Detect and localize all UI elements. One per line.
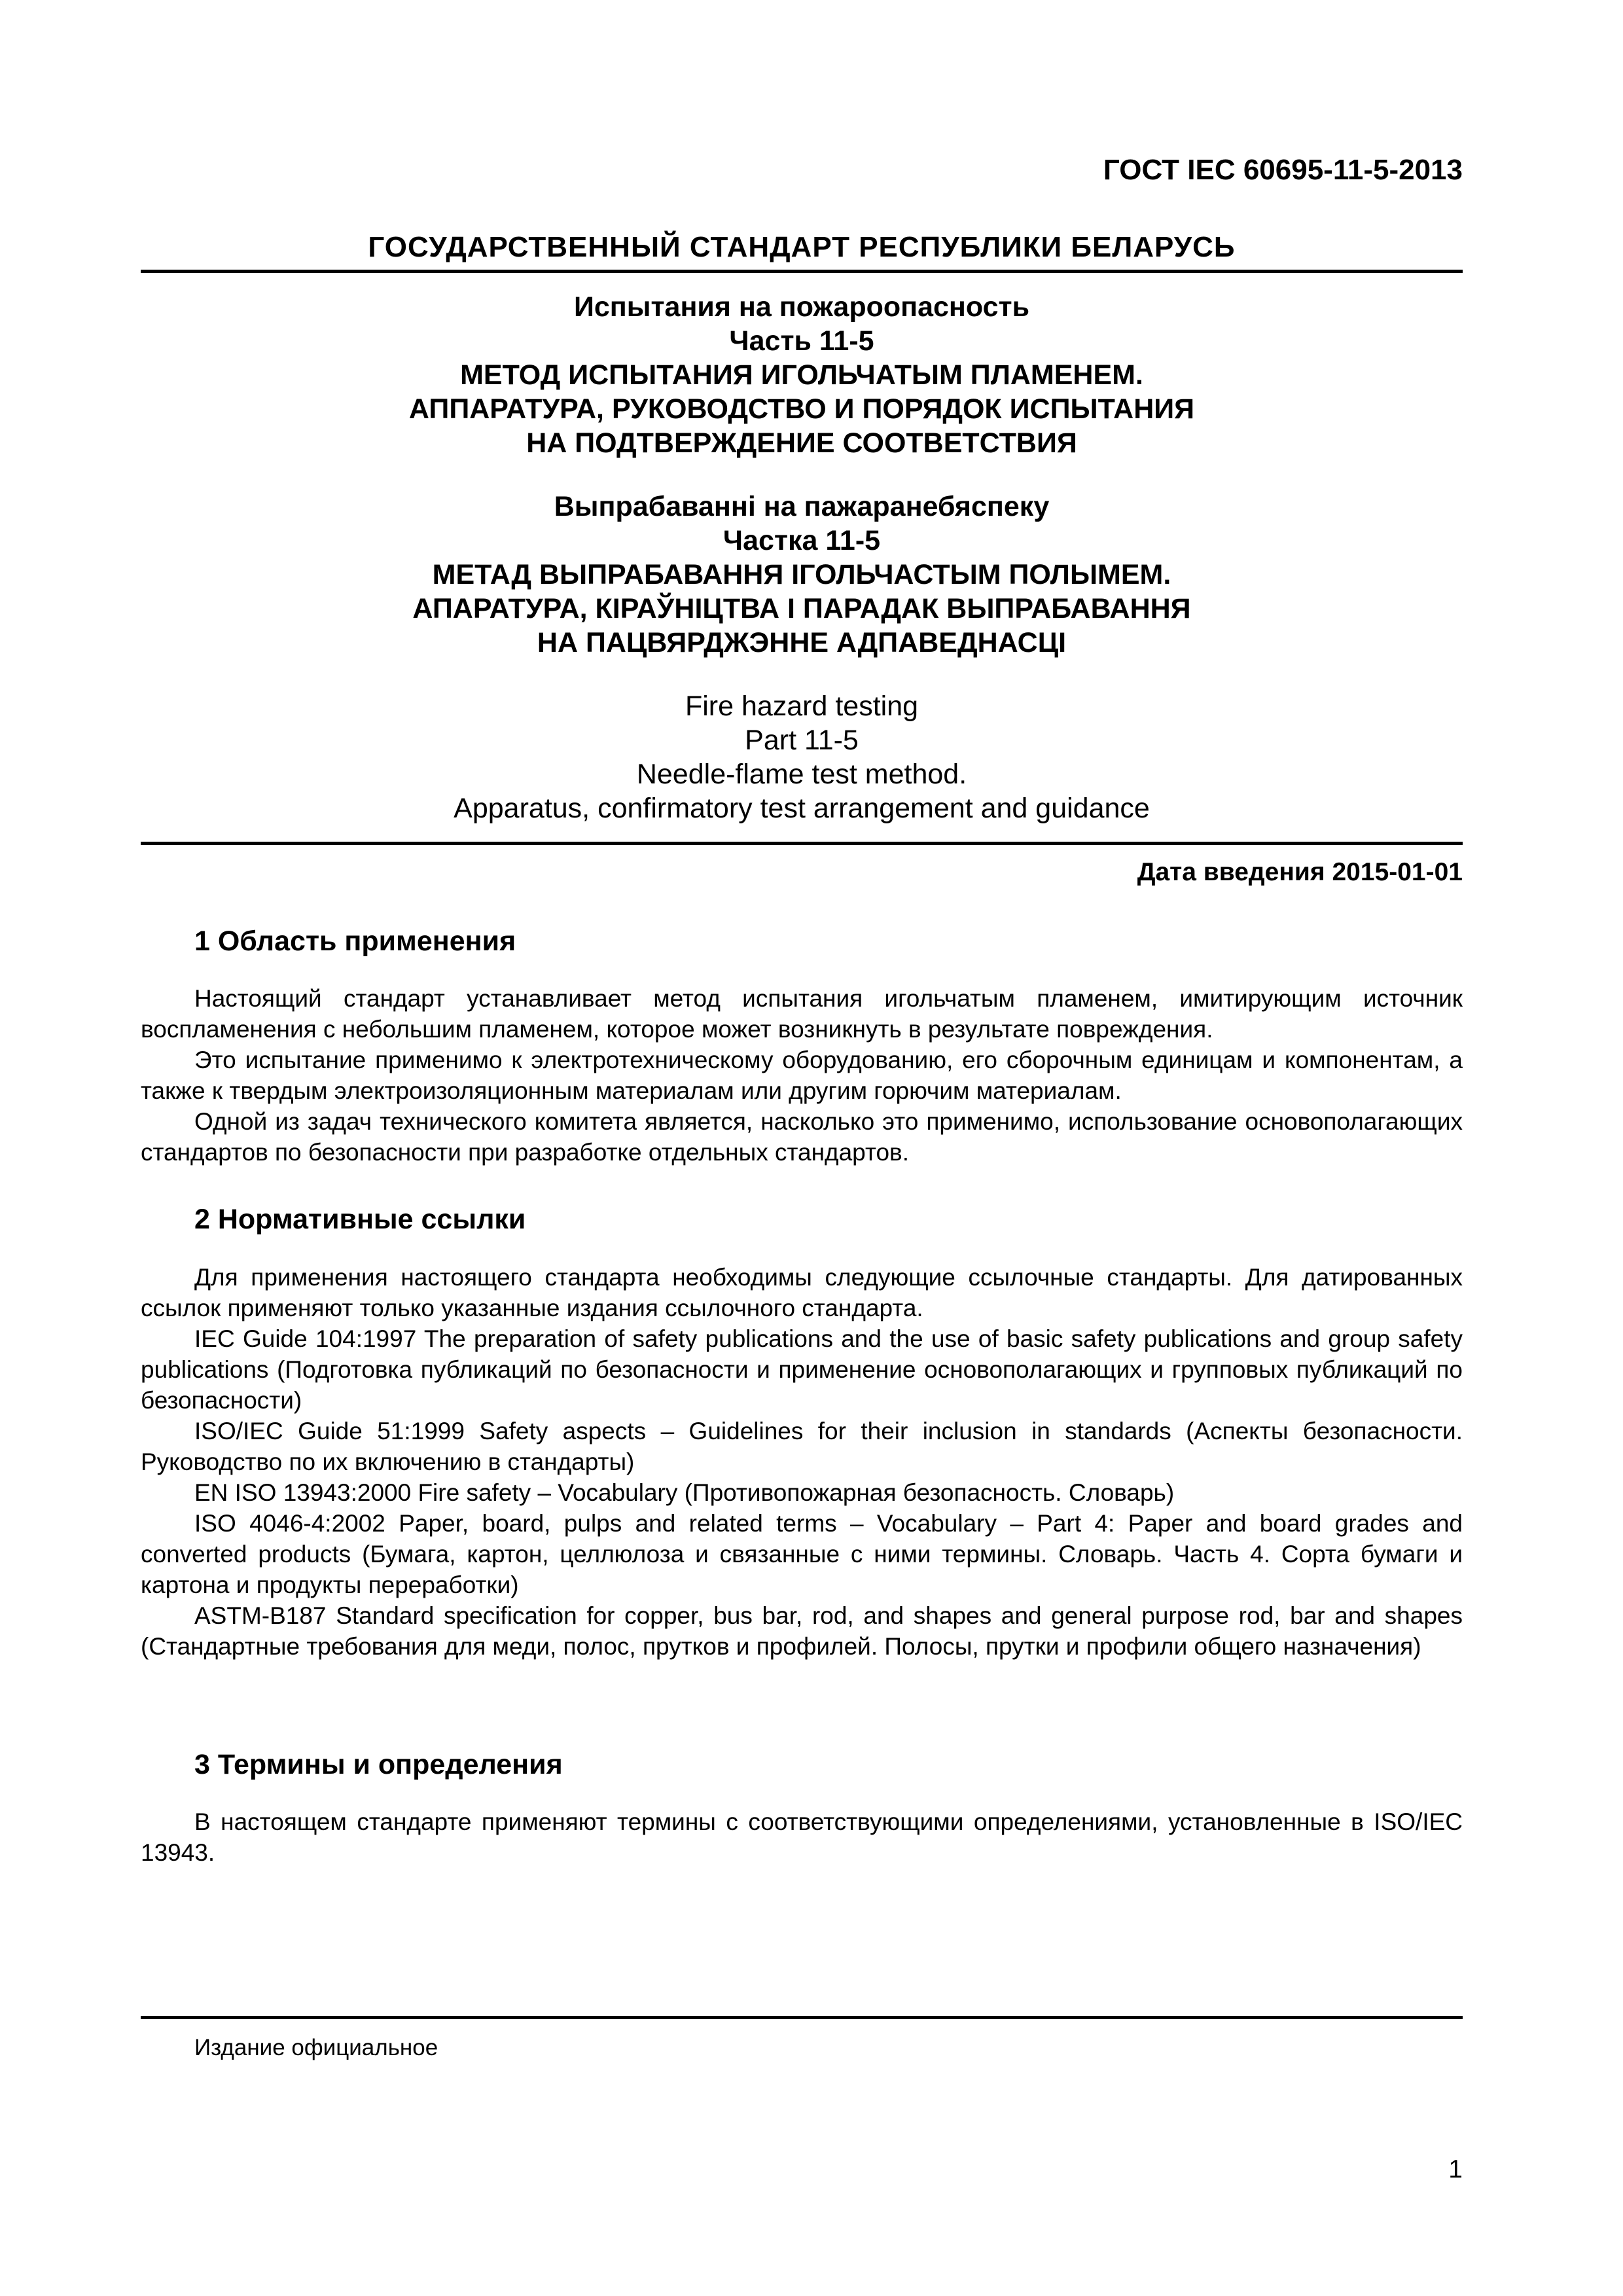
paragraph: В настоящем стандарте применяют термины с соответствующими определениями, установленные в ISO/IEC 13943. xyxy=(141,1808,1463,1866)
title-en-line: Part 11-5 xyxy=(745,725,859,756)
title-ru-line: Испытания на пожароопасность xyxy=(573,291,1030,323)
title-be-line: НА ПАЦВЯРДЖЭННЕ АДПАВЕДНАСЦІ xyxy=(537,627,1067,658)
paragraph: ISO 4046-4:2002 Paper, board, pulps and related terms – Vocabulary – Part 4: Paper and board grades and converted products (Бумага, картон, целлюлоза и связанные с ними термины. Словарь. Часть 4. Сорта бумаги и картона и продукты переработки) xyxy=(141,1510,1463,1598)
title-ru-line: НА ПОДТВЕРЖДЕНИЕ СООТВЕТСТВИЯ xyxy=(526,427,1077,459)
paragraph: ASTM-B187 Standard specification for copper, bus bar, rod, and shapes and general purpose rod, bar and shapes (Стандартные требования для меди, полос, прутков и профилей. Полосы, прутки и профили общего назначения) xyxy=(141,1602,1463,1660)
footer-rule xyxy=(141,2016,1463,2019)
title-be-line: АПАРАТУРА, КІРАЎНІЦТВА І ПАРАДАК ВЫПРАБАВАННЯ xyxy=(412,593,1191,624)
section-heading: 1 Область применения xyxy=(194,925,516,957)
standard-number: ГОСТ IEC 60695-11-5-2013 xyxy=(1103,154,1463,186)
title-en-line: Needle-flame test method. xyxy=(636,759,967,790)
title-ru-line: МЕТОД ИСПЫТАНИЯ ИГОЛЬЧАТЫМ ПЛАМЕНЕМ. xyxy=(460,359,1143,391)
paragraph: Одной из задач технического комитета является, насколько это применимо, использование основополагающих стандартов по безопасности при разработке отдельных стандартов. xyxy=(141,1108,1463,1166)
section-body xyxy=(141,983,1463,1168)
section-heading: 2 Нормативные ссылки xyxy=(194,1204,526,1235)
section-body xyxy=(141,1262,1463,1662)
paragraph: Настоящий стандарт устанавливает метод испытания игольчатым пламенем, имитирующим источник воспламенения с небольшим пламенем, которое может возникнуть в результате повреждения. xyxy=(141,985,1463,1043)
paragraph: IEC Guide 104:1997 The preparation of safety publications and the use of basic safety publications and group safety publications (Подготовка публикаций по безопасности и применение основополагающих и групповых публикаций по безопасности) xyxy=(141,1325,1463,1414)
top-rule xyxy=(141,270,1463,273)
paragraph: ISO/IEC Guide 51:1999 Safety aspects – Guidelines for their inclusion in standards (Аспекты безопасности. Руководство по их включению в стандарты) xyxy=(141,1418,1463,1475)
title-be-line: МЕТАД ВЫПРАБАВАННЯ ІГОЛЬЧАСТЫМ ПОЛЫМЕМ. xyxy=(432,559,1171,590)
title-be-line: Выпрабаванні на пажаранебяспеку xyxy=(554,491,1050,522)
title-belarusian xyxy=(141,490,1463,660)
paragraph: Для применения настоящего стандарта необходимы следующие ссылочные стандарты. Для датированных ссылок применяют только указанные издания ссылочного стандарта. xyxy=(141,1264,1463,1321)
title-english xyxy=(141,689,1463,825)
official-edition-note: Издание официальное xyxy=(194,2035,438,2060)
title-ru-line: Часть 11-5 xyxy=(729,325,874,357)
title-russian xyxy=(141,290,1463,460)
section-heading: 3 Термины и определения xyxy=(194,1749,563,1780)
section-body xyxy=(141,1806,1463,1868)
title-ru-line: АППАРАТУРА, РУКОВОДСТВО И ПОРЯДОК ИСПЫТАНИЯ xyxy=(408,393,1195,425)
title-en-line: Apparatus, confirmatory test arrangement and guidance xyxy=(454,793,1150,824)
page-number: 1 xyxy=(1448,2155,1463,2183)
title-be-line: Частка 11-5 xyxy=(722,525,881,556)
title-bottom-rule xyxy=(141,842,1463,845)
paragraph: EN ISO 13943:2000 Fire safety – Vocabulary (Противопожарная безопасность. Словарь) xyxy=(194,1479,1175,1506)
paragraph: Это испытание применимо к электротехническому оборудованию, его сборочным единицам и компонентам, а также к твердым электроизоляционным материалам или другим горючим материалам. xyxy=(141,1047,1463,1104)
title-en-line: Fire hazard testing xyxy=(685,691,919,722)
state-standard-title: ГОСУДАРСТВЕННЫЙ СТАНДАРТ РЕСПУБЛИКИ БЕЛАРУСЬ xyxy=(368,231,1236,263)
introduction-date: Дата введения 2015-01-01 xyxy=(1137,858,1463,886)
